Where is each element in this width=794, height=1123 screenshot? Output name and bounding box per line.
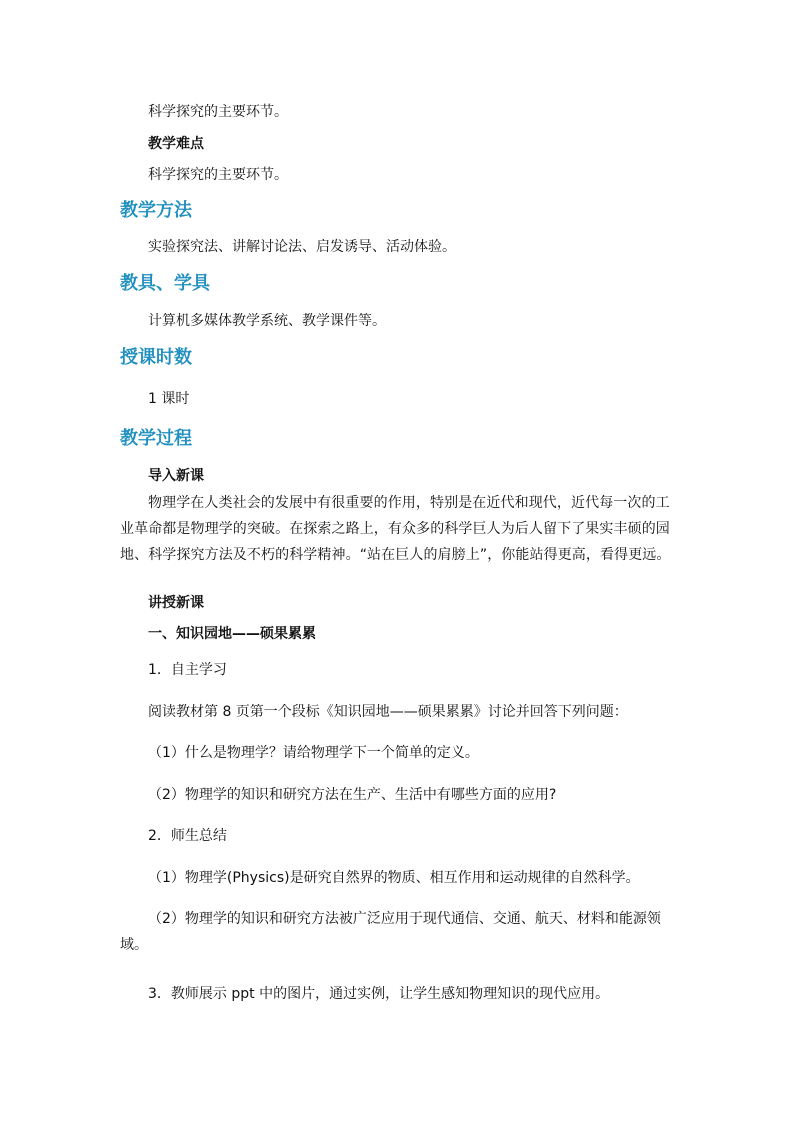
text-teaching-method: 实验探究法、讲解讨论法、启发诱导、活动体验。 — [148, 239, 456, 255]
item-summary: 2．师生总结 — [148, 828, 227, 844]
answer-2: （2）物理学的知识和研究方法被广泛应用于现代通信、交通、航天、材料和能源领域。 — [120, 911, 661, 953]
text-class-hours: 1 课时 — [148, 391, 190, 407]
answer-1: （1）物理学(Physics)是研究自然界的物质、相互作用和运动规律的自然科学。 — [148, 870, 640, 886]
subheading-new-lesson: 讲授新课 — [148, 595, 204, 611]
item-teacher-demo: 3．教师展示 ppt 中的图片，通过实例，让学生感知物理知识的现代应用。 — [148, 986, 610, 1002]
text-tools: 计算机多媒体教学系统、教学课件等。 — [148, 313, 386, 329]
heading-teaching-process: 教学过程 — [120, 428, 192, 449]
subheading-intro: 导入新课 — [148, 468, 204, 484]
item-self-study: 1．自主学习 — [148, 662, 227, 678]
heading-teaching-method: 教学方法 — [120, 200, 192, 221]
heading-tools: 教具、学具 — [120, 273, 210, 294]
subheading-difficulty: 教学难点 — [148, 136, 204, 152]
heading-class-hours: 授课时数 — [120, 347, 192, 368]
text-key-point: 科学探究的主要环节。 — [148, 104, 288, 120]
paragraph-intro: 物理学在人类社会的发展中有很重要的作用，特别是在近代和现代，近代每一次的工业革命都是物理学的突破。在探索之路上，有众多的科学巨人为后人留下了果实丰硕的园地、科学探究方法及不朽的科学精神。“站在巨人的肩膀上”，你能站得更高，看得更远。 — [120, 495, 671, 563]
question-1: （1）什么是物理学？请给物理学下一个简单的定义。 — [148, 745, 479, 761]
question-2: （2）物理学的知识和研究方法在生产、生活中有哪些方面的应用? — [148, 787, 557, 803]
subheading-knowledge-garden: 一、知识园地——硕果累累 — [148, 626, 316, 642]
text-difficulty: 科学探究的主要环节。 — [148, 167, 288, 183]
text-reading-task: 阅读教材第 8 页第一个段标《知识园地——硕果累累》讨论并回答下列问题： — [148, 704, 628, 720]
